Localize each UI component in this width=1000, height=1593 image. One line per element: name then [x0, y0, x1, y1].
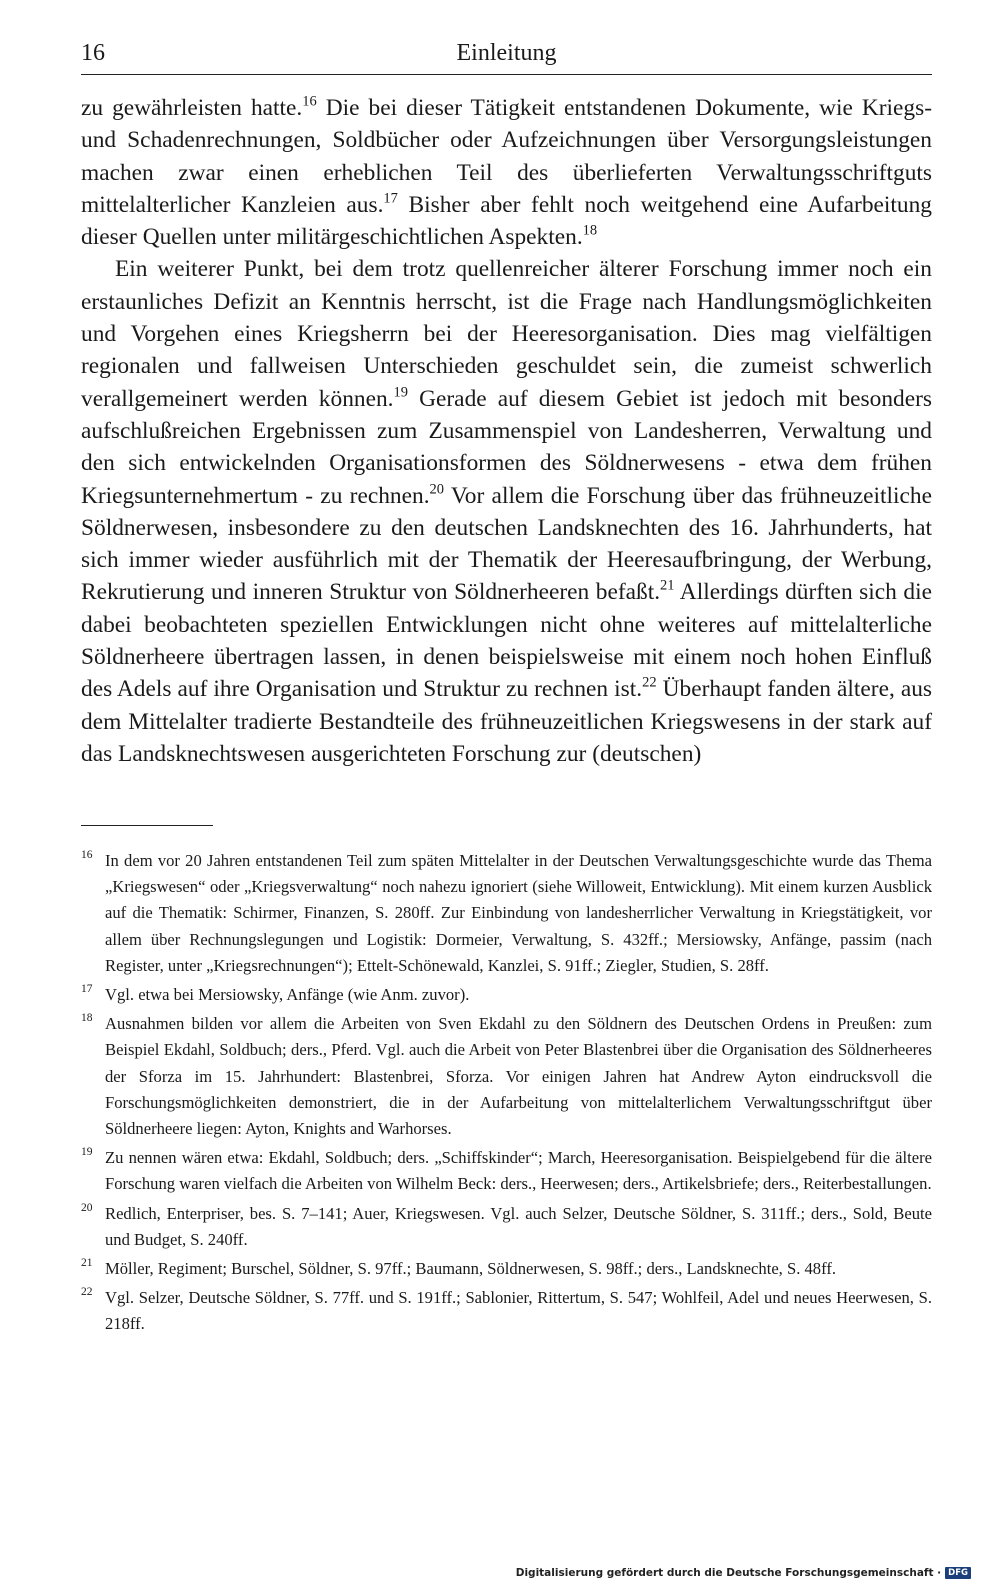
- footnote-number: 20: [81, 1201, 93, 1214]
- text-run: Bisher aber fehlt noch weitgehend eine Aufarbeitung dieser Quellen unter militärgeschichtlichen Aspekten.: [81, 191, 932, 251]
- footnote-number: 18: [81, 1012, 93, 1025]
- footnotes: [81, 848, 932, 1341]
- footnote-ref[interactable]: 16: [302, 93, 317, 110]
- dfg-logo-icon: DFG: [945, 1567, 971, 1579]
- text-run: Vor allem die Forschung über das frühneuzeitliche Söldnerwesen, insbesondere zu den deutschen Landsknechten des 16. Jahrhunderts, hat sich immer wieder ausführlich mit der Thematik der Heeresaufbringung, der Werbung, Rekrutierung und inneren Struktur von Söldnerheeren befaßt.: [81, 482, 932, 606]
- footnote: [81, 1256, 932, 1282]
- footnote-ref[interactable]: 19: [393, 384, 409, 401]
- footnote-number: 16: [81, 849, 93, 861]
- text-run: Gerade auf diesem Gebiet ist jedoch mit besonders aufschlußreichen Ergebnissen zum Zusammenspiel von Landesherren, Verwaltung und den sich entwickelnden Organisationsformen des Söldnerwesens - etwa dem frühen Kriegsunternehmertum - zu rechnen.: [81, 385, 933, 509]
- footnote-divider: [81, 825, 213, 826]
- running-head: Einleitung: [456, 40, 557, 66]
- footnote-number: 22: [81, 1286, 93, 1299]
- footnote: [81, 1285, 932, 1337]
- footnote-text: Ausnahmen bilden vor allem die Arbeiten von Sven Ekdahl zu den Söldnern des Deutschen Ordens in Preußen: zum Beispiel Ekdahl, Soldbuch; ders., Pferd. Vgl. auch die Arbeit von Peter Blastenbrei über die Organisation des Söldnerheeres der Sforza im 15. Jahrhundert: Blastenbrei, Sforza. Vor einigen Jahren hat Andrew Ayton eindrucksvoll die Forschungsmöglichkeiten demonstriert, die in der Aufarbeitung von mittelalterlichem Verwaltungsschriftgut über Söldnerheere liegen: Ayton, Knights and Warhorses.: [105, 1014, 932, 1139]
- footnote: [81, 1201, 932, 1253]
- text-run: zu gewährleisten hatte.: [81, 95, 303, 121]
- footnote-text: Möller, Regiment; Burschel, Söldner, S. 97ff.; Baumann, Söldnerwesen, S. 98ff.; ders., Landsknechte, S. 48ff.: [105, 1259, 836, 1279]
- credit-text: Digitalisierung gefördert durch die Deutsche Forschungsgemeinschaft ·: [515, 1567, 942, 1579]
- footnote-number: 17: [81, 983, 93, 996]
- text-run: Allerdings dürften sich die dabei beobachteten speziellen Entwicklungen nicht ohne weiteres auf mittelalterliche Söldnerheere übertragen lassen, in denen beispielsweise mit einem noch hohen Einfluß des Adels auf ihre Organisation und Struktur zu rechnen ist.: [81, 579, 932, 703]
- text-run: Überhaupt fanden ältere, aus dem Mittelalter tradierte Bestandteile des frühneuzeitlichen Kriegswesens in der stark auf das Landsknechtswesen ausgerichteten Forschung zur (deutschen): [81, 676, 933, 767]
- footnote-text: Vgl. etwa bei Mersiowsky, Anfänge (wie Anm. zuvor).: [105, 985, 470, 1005]
- text-run: Ein weiterer Punkt, bei dem trotz quellenreicher älterer Forschung immer noch ein erstaunliches Defizit an Kenntnis herrscht, ist die Frage nach Handlungsmöglichkeiten und Vorgehen eines Kriegsherrn bei der Heeresorganisation. Dies mag vielfältigen regionalen und fallweisen Unterschieden geschuldet sein, die zumeist schwerlich verallgemeinert werden können.: [81, 256, 932, 412]
- footnote-ref[interactable]: 20: [429, 481, 445, 498]
- paragraph: [81, 92, 932, 253]
- footnote-ref[interactable]: 22: [642, 674, 657, 691]
- main-text: [81, 92, 932, 770]
- footnote-ref[interactable]: 18: [582, 222, 598, 239]
- footnote-text: In dem vor 20 Jahren entstandenen Teil zum späten Mittelalter in der Deutschen Verwaltungsgeschichte wurde das Thema „Kriegswesen“ oder „Kriegsverwaltung“ noch nahezu ignoriert (siehe Willoweit, Entwicklung). Mit einem kurzen Ausblick auf die Thematik: Schirmer, Finanzen, S. 280ff. Zur Einbindung von landesherrlicher Verwaltung in Kriegstätigkeit, vor allem über Rechnungslegungen und Logistik: Dormeier, Verwaltung, S. 432ff.; Mersiowsky, Anfänge, passim (nach Register, unter „Kriegsrechnungen“); Ettelt-Schönewald, Kanzlei, S. 91ff.; Ziegler, Studien, S. 28ff.: [105, 851, 932, 975]
- footnote: [81, 848, 932, 979]
- footnote-text: Vgl. Selzer, Deutsche Söldner, S. 77ff. und S. 191ff.; Sablonier, Rittertum, S. 547; Wohlfeil, Adel und neues Heerwesen, S. 218ff.: [105, 1288, 932, 1334]
- page-number: 16: [81, 40, 105, 66]
- footnote-text: Zu nennen wären etwa: Ekdahl, Soldbuch; ders. „Schiffskinder“; March, Heeresorganisation. Beispielgebend für die ältere Forschung waren vielfach die Arbeiten von Wilhelm Beck: ders., Heerwesen; ders., Artikelsbriefe; ders., Reiterbestallungen.: [105, 1148, 932, 1194]
- paragraph: [81, 253, 932, 770]
- footnote-ref[interactable]: 17: [383, 190, 398, 207]
- footnote-text: Redlich, Enterpriser, bes. S. 7–141; Auer, Kriegswesen. Vgl. auch Selzer, Deutsche Söldner, S. 311ff.; ders., Sold, Beute und Budget, S. 240ff.: [105, 1203, 932, 1249]
- page-header: [81, 38, 932, 75]
- footnote-number: 21: [81, 1257, 93, 1270]
- dfg-credit: [516, 1567, 971, 1579]
- footnote: [81, 1145, 932, 1197]
- footnote: [81, 1011, 932, 1142]
- text-run: Die bei dieser Tätigkeit entstandenen Dokumente, wie Kriegs- und Schadenrechnungen, Soldbücher oder Aufzeichnungen über Versorgungsleistungen machen zwar einen erheblichen Teil des überlieferten Verwaltungsschriftguts mittelalterlicher Kanzleien aus.: [81, 95, 932, 218]
- footnote: [81, 982, 932, 1008]
- footnote-number: 19: [81, 1146, 93, 1159]
- footnote-ref[interactable]: 21: [660, 578, 675, 595]
